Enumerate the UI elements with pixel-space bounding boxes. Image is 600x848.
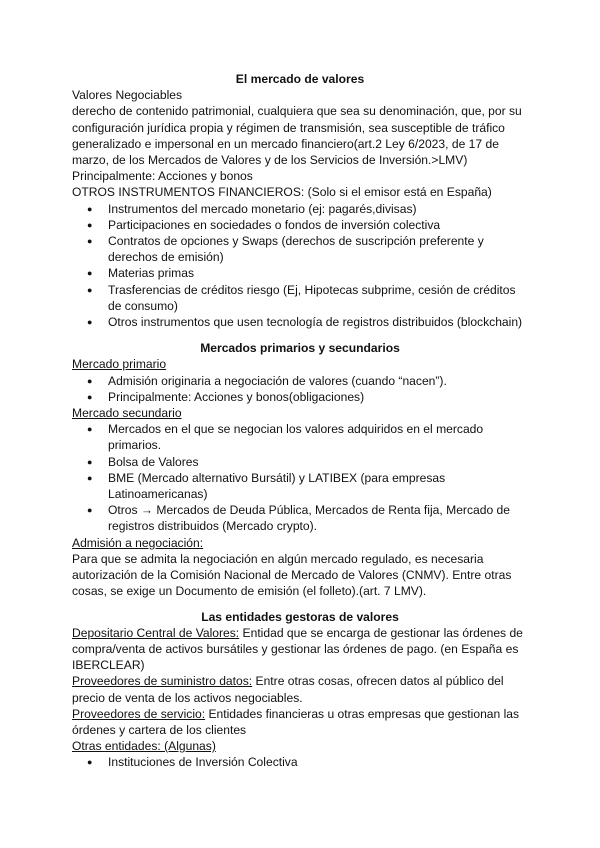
mercado-primario-label: Mercado primario: [72, 357, 167, 372]
otras-entidades-label: Otras entidades: (Algunas): [72, 739, 216, 754]
list-item: ● Bolsa de Valores: [72, 454, 528, 470]
mercado-secundario-list: [72, 421, 528, 534]
ps-label: Proveedores de servicio:: [72, 706, 206, 721]
list-item: ● Otros instrumentos que usen tecnología de registros distribuidos (blockchain): [72, 314, 528, 330]
list-item: ● Mercados en el que se negocian los valores adquiridos en el mercado primarios.: [72, 421, 528, 453]
ps-paragraph: [72, 706, 528, 738]
otros-instrumentos-heading: OTROS INSTRUMENTOS FINANCIEROS: (Solo si el emisor está en España): [72, 185, 492, 200]
section-title-mercado-valores: El mercado de valores: [235, 72, 365, 86]
admision-paragraph: Para que se admita la negociación en algún mercado regulado, es necesaria autorización de la Comisión Nacional de Mercado de Valores (CNMV). Entre otras cosas, se exige un Documento de emisión (el folleto).(art. 7 LMV).: [72, 551, 512, 599]
list-item: ● Instituciones de Inversión Colectiva: [72, 754, 528, 770]
list-item: ● Contratos de opciones y Swaps (derechos de suscripción preferente y derechos de emisión): [72, 233, 528, 265]
dcv-text: Entidad que se encarga de gestionar las órdenes de compra/venta de activos bursátiles y gestionar las órdenes de pago. (en España es IBERCLEAR): [72, 625, 523, 673]
list-item: ● BME (Mercado alternativo Bursátil) y LATIBEX (para empresas Latinoamericanas): [72, 470, 528, 502]
subtitle-valores-negociables: Valores Negociables: [72, 88, 183, 103]
list-item: ● Instrumentos del mercado monetario (ej: pagarés,divisas): [72, 201, 528, 217]
psd-label: Proveedores de suministro datos:: [72, 674, 253, 689]
list-item: ● Principalmente: Acciones y bonos(obligaciones): [72, 389, 528, 405]
definition-paragraph: derecho de contenido patrimonial, cualquiera que sea su denominación, que, por su configuración jurídica propia y régimen de transmisión, sea susceptible de tráfico generalizado e impersonal en un mercado financiero(art.2 Ley 6/2023, de 17 de marzo, de los Mercados de Valores y de los Servicios de Inversión.>LMV): [72, 104, 522, 168]
psd-text: Entre otras cosas, ofrecen datos al público del precio de venta de los activos negociables.: [72, 674, 504, 705]
otras-entidades-list: [72, 754, 528, 770]
list-item: ● Otros → Mercados de Deuda Pública, Mercados de Renta fija, Mercado de registros distribuidos (Mercado crypto).: [72, 502, 528, 534]
section-title-mercados: Mercados primarios y secundarios: [200, 341, 400, 356]
list-item: ● Trasferencias de créditos riesgo (Ej, Hipotecas subprime, cesión de créditos de consumo): [72, 282, 528, 314]
dcv-label: Depositario Central de Valores:: [72, 625, 240, 640]
spacer: [72, 600, 528, 609]
ps-text: Entidades financieras u otras empresas que gestionan las órdenes y cartera de los clientes: [72, 706, 520, 737]
list-item: ● Materias primas: [72, 265, 528, 281]
document-page: [72, 71, 528, 771]
psd-paragraph: [72, 673, 528, 705]
principal-line: Principalmente: Acciones y bonos: [72, 169, 253, 184]
mercado-primario-list: [72, 373, 528, 405]
mercado-secundario-label: Mercado secundario: [72, 406, 182, 421]
admision-label: Admisión a negociación:: [72, 535, 204, 550]
section-title-entidades: Las entidades gestoras de valores: [201, 609, 399, 624]
list-item: ● Admisión originaria a negociación de valores (cuando “nacen”).: [72, 373, 528, 389]
list-item: ● Participaciones en sociedades o fondos de inversión colectiva: [72, 217, 528, 233]
spacer: [72, 330, 528, 340]
otros-instrumentos-list: [72, 201, 528, 331]
dcv-paragraph: [72, 625, 528, 674]
